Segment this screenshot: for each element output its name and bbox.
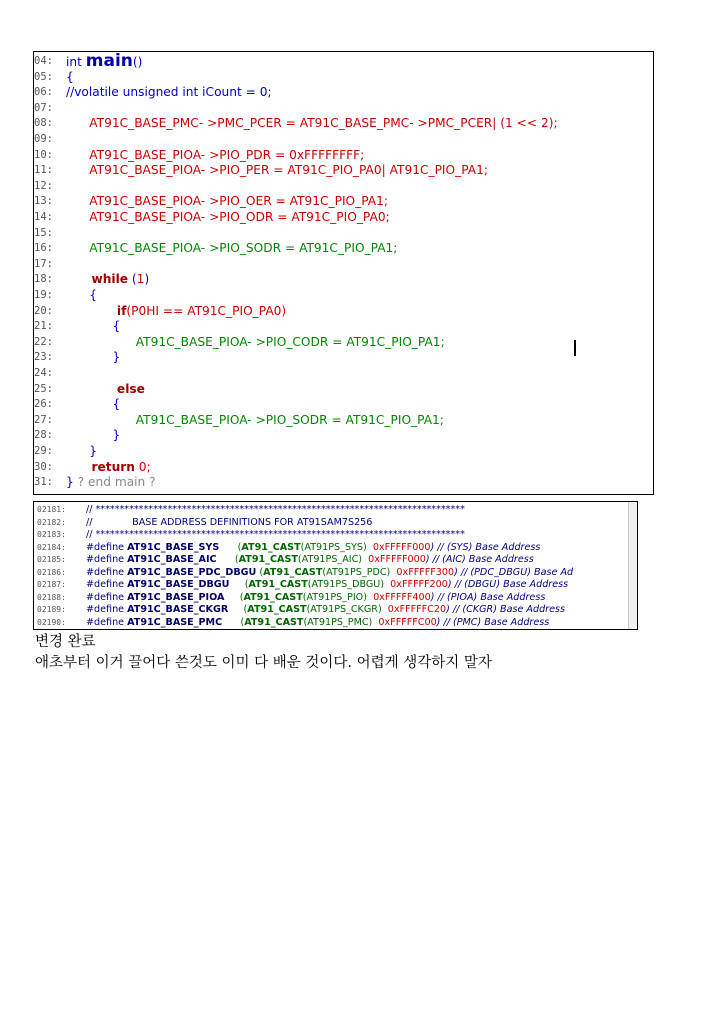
code-token: ( <box>256 566 264 578</box>
code-token: { <box>66 397 121 412</box>
code-line <box>66 413 444 429</box>
code-token: ); <box>548 116 558 131</box>
code-line <box>66 475 156 491</box>
code-line <box>86 579 568 592</box>
code-token: AT91C_BASE_PIOA- >PIO_CODR = AT91C_PIO_PA1; <box>66 334 445 349</box>
code-token: 2 <box>540 116 549 131</box>
code-token: { <box>66 319 121 334</box>
code-token: (AT91PS_CKGR) <box>306 604 388 615</box>
code-token: } <box>66 428 121 443</box>
code-token: ( <box>229 579 249 590</box>
code-token: 0xFFFFF000 <box>368 554 426 565</box>
code-token: ) // (AIC) Base Address <box>425 554 534 565</box>
code-line <box>86 554 534 567</box>
line-number: 26: <box>34 398 53 411</box>
code-token: ) // (DBGU) Base Address <box>447 579 569 590</box>
code-token: #define <box>86 566 128 578</box>
code-token: ) <box>144 272 150 287</box>
line-number: 02184: <box>37 542 66 552</box>
code-line <box>86 542 540 555</box>
code-token: AT91C_BASE_PDC_DBGU <box>127 566 257 578</box>
code-token: return <box>91 459 135 474</box>
code-token: AT91C_BASE_PIOA- >PIO_SODR = AT91C_PIO_PA1; <box>66 241 398 256</box>
code-token: } <box>66 475 78 490</box>
code-line <box>66 350 120 366</box>
code-line <box>86 504 465 517</box>
code-token: ( <box>128 272 137 287</box>
line-number: 18: <box>34 273 53 286</box>
note-line-2: 애초부터 이거 끌어다 쓴것도 이미 다 배운 것이다. 어렵게 생각하지 말자 <box>35 655 492 671</box>
code-line <box>66 163 488 179</box>
code-token: #define <box>86 579 128 590</box>
code-token: ) // (PIOA) Base Address <box>430 591 546 603</box>
line-number: 02190: <box>37 617 66 627</box>
code-token: main <box>85 51 133 71</box>
line-number: 21: <box>34 320 53 333</box>
code-token: ( <box>219 541 242 553</box>
code-line <box>66 444 97 460</box>
code-token: // ***************************************************************************** <box>86 529 465 540</box>
line-number: 19: <box>34 289 53 301</box>
code-token: () <box>132 55 143 69</box>
code-token: #define <box>86 591 128 603</box>
line-number: 17: <box>34 257 53 270</box>
code-token: if <box>116 303 127 318</box>
line-number: 04: <box>34 55 53 67</box>
code-token: << <box>512 116 541 131</box>
code-line <box>86 617 549 630</box>
code-token <box>66 304 117 318</box>
code-token: 0xFFFFF400 <box>373 591 431 603</box>
code-line <box>86 604 565 617</box>
code-token: (AT91PS_AIC) <box>297 554 369 565</box>
code-line <box>66 460 151 476</box>
line-number: 20: <box>34 304 53 317</box>
code-line <box>66 272 149 288</box>
code-token: AT91C_BASE_PMC <box>127 616 223 628</box>
code-token: 0xFFFFF200 <box>390 579 448 590</box>
code-token: ( <box>222 616 245 628</box>
code-token <box>66 460 91 474</box>
code-line <box>66 428 120 444</box>
code-line <box>66 85 272 101</box>
code-token: else <box>116 381 145 396</box>
code-line <box>86 517 372 530</box>
code-token: AT91_CAST <box>248 579 308 590</box>
code-line <box>86 592 545 605</box>
code-token: // ***************************************************************************** <box>86 504 465 515</box>
code-line <box>66 116 558 132</box>
code-token: { <box>66 69 74 84</box>
code-token <box>66 382 117 396</box>
code-line <box>66 397 120 413</box>
line-number: 07: <box>34 101 53 114</box>
code-token: //volatile unsigned int iCount = 0; <box>66 85 272 100</box>
line-number: 08: <box>34 117 53 130</box>
line-number: 30: <box>34 460 53 473</box>
code-line <box>66 304 286 320</box>
line-number: 25: <box>34 382 53 395</box>
code-token: 0xFFFFFC20 <box>387 604 447 615</box>
line-number: 28: <box>34 429 53 442</box>
code-token: #define <box>86 541 128 553</box>
code-token: 0; <box>134 459 151 474</box>
line-number: 24: <box>34 367 53 379</box>
code-token: int <box>66 55 86 69</box>
code-token: AT91_CAST <box>238 554 298 565</box>
code-token: (AT91PS_PMC) <box>303 616 379 628</box>
text-cursor <box>574 340 576 356</box>
code-line <box>66 241 397 257</box>
note-line-1: 변경 완료 <box>35 634 96 650</box>
line-number: 02186: <box>37 567 66 577</box>
code-token: AT91C_BASE_CKGR <box>127 604 229 615</box>
line-number: 02189: <box>37 605 66 614</box>
code-token: #define <box>86 616 128 628</box>
line-number: 13: <box>34 195 53 208</box>
main-code-panel <box>33 51 654 495</box>
code-token: ( <box>216 554 239 565</box>
line-number: 12: <box>34 179 53 192</box>
code-token: ? end main ? <box>77 475 156 490</box>
header-code-panel <box>33 501 638 630</box>
line-number: 02185: <box>37 555 66 564</box>
line-number: 22: <box>34 335 53 348</box>
line-number: 23: <box>34 351 53 364</box>
line-number: 09: <box>34 133 53 145</box>
line-number: 02188: <box>37 592 66 602</box>
code-token: ) // (SYS) Base Address <box>430 541 541 553</box>
code-token: AT91_CAST <box>263 566 323 578</box>
code-token: 1 <box>505 116 513 131</box>
line-number: 27: <box>34 413 53 426</box>
code-line <box>66 70 74 86</box>
line-number: 06: <box>34 86 53 99</box>
code-token: while <box>91 272 129 287</box>
code-token: AT91_CAST <box>247 604 307 615</box>
code-token: 0xFFFFFC00 <box>378 616 437 628</box>
code-token: AT91_CAST <box>241 541 301 553</box>
code-token: (AT91PS_PDC) <box>322 566 397 578</box>
code-token: AT91C_BASE_AIC <box>127 554 217 565</box>
code-token: } <box>66 444 97 458</box>
code-token: AT91C_BASE_PMC- >PMC_PCER = AT91C_BASE_PMC- >PMC_PCER| ( <box>66 116 505 131</box>
code-token: AT91C_BASE_PIOA- >PIO_PER = AT91C_PIO_PA0| AT91C_PIO_PA1; <box>66 163 488 178</box>
code-token: (P0HI == AT91C_PIO_PA0) <box>126 303 287 318</box>
code-token: ) // (PDC_DBGU) Base Ad <box>454 566 574 578</box>
code-token: AT91_CAST <box>244 616 304 628</box>
code-token: AT91C_BASE_DBGU <box>127 579 230 590</box>
code-line <box>86 567 573 580</box>
code-token: ) // (PMC) Base Address <box>436 616 550 628</box>
code-token: ) // (CKGR) Base Address <box>446 604 566 615</box>
code-token: #define <box>86 554 128 565</box>
code-line <box>66 51 143 71</box>
line-number: 16: <box>34 242 53 255</box>
line-number: 02182: <box>37 517 66 527</box>
code-token: 0xFFFFF300 <box>396 566 455 578</box>
code-token: AT91C_BASE_PIOA- >PIO_ODR = AT91C_PIO_PA0; <box>66 210 390 224</box>
line-number: 11: <box>34 164 53 177</box>
code-token: 0xFFFFF000 <box>372 541 431 553</box>
code-token: ( <box>228 604 248 615</box>
line-number: 29: <box>34 445 53 457</box>
line-number: 14: <box>34 211 53 223</box>
code-token: (AT91PS_DBGU) <box>307 579 391 590</box>
code-token: } <box>66 350 121 365</box>
code-line <box>66 148 364 164</box>
code-line <box>66 319 120 335</box>
code-token: ( <box>224 591 244 603</box>
code-token: (AT91PS_SYS) <box>300 541 373 553</box>
line-number: 02187: <box>37 580 66 589</box>
code-token: AT91C_BASE_PIOA- >PIO_PDR = 0xFFFFFFFF; <box>66 147 365 162</box>
code-token: (AT91PS_PIO) <box>302 591 374 603</box>
code-line <box>66 194 388 210</box>
code-token: AT91C_BASE_PIOA- >PIO_SODR = AT91C_PIO_PA1; <box>66 412 444 427</box>
code-token <box>66 272 91 286</box>
code-token: AT91C_BASE_SYS <box>127 541 220 553</box>
line-number: 10: <box>34 148 53 161</box>
code-token: AT91C_BASE_PIOA- >PIO_OER = AT91C_PIO_PA1; <box>66 194 388 209</box>
line-number: 02181: <box>37 505 66 514</box>
line-number: 31: <box>34 476 53 489</box>
code-token: // BASE ADDRESS DEFINITIONS FOR AT91SAM7S256 <box>86 516 373 528</box>
vertical-scrollbar[interactable] <box>628 502 637 629</box>
line-number: 02183: <box>37 530 66 539</box>
code-token: 1 <box>136 272 145 287</box>
line-number: 15: <box>34 226 53 239</box>
code-token: AT91C_BASE_PIOA <box>127 591 225 603</box>
code-token: #define <box>86 604 128 615</box>
line-number: 05: <box>34 70 53 83</box>
code-line <box>86 529 465 542</box>
code-token: { <box>66 288 97 302</box>
code-token: AT91_CAST <box>243 591 303 603</box>
code-line <box>66 335 445 351</box>
code-line <box>66 210 390 226</box>
code-line <box>66 288 97 304</box>
code-line <box>66 382 145 398</box>
